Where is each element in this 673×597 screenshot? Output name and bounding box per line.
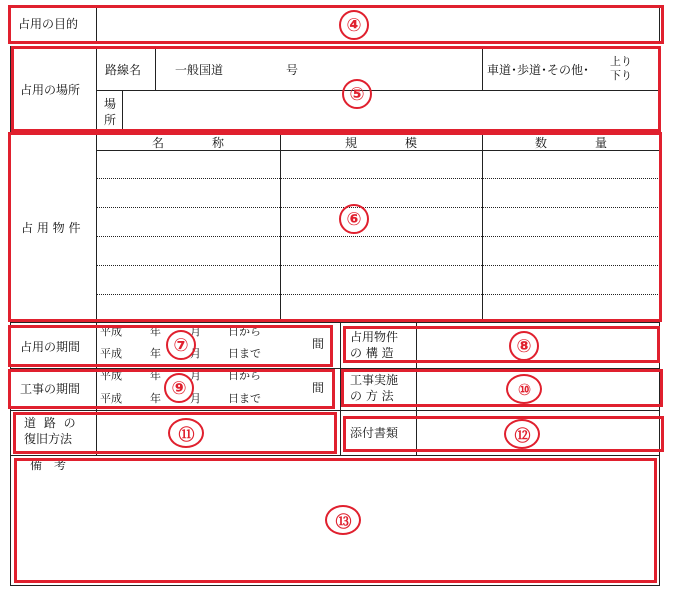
restoration-label-2: 復旧方法	[24, 432, 73, 446]
divider	[10, 455, 660, 456]
road-type-options[interactable]: 車道･歩道･その他･	[487, 63, 590, 77]
route-name-value: 一般国道	[175, 63, 224, 77]
work-period-start-era: 平成	[100, 369, 122, 382]
objects-label: 占 用 物 件	[21, 221, 81, 235]
work-period-start-month: 月	[190, 369, 201, 382]
column-header-name: 名 称	[151, 136, 224, 150]
work-period-duration-label: 間	[312, 381, 325, 395]
annotation-box-objects	[8, 132, 662, 322]
location-label: 占用の場所	[20, 83, 81, 97]
marker-10: ⑩	[506, 374, 542, 404]
structure-label-2: の 構 造	[350, 346, 394, 360]
place-label-1: 場	[104, 97, 117, 111]
work-period-start-year: 年	[150, 369, 161, 382]
marker-9: ⑨	[164, 373, 194, 403]
work-period-start-day: 日から	[228, 369, 261, 382]
column-header-quantity: 数 量	[534, 136, 607, 150]
work-period-end-month: 月	[190, 392, 201, 405]
place-label-2: 所	[104, 113, 117, 127]
period-duration-label: 間	[312, 337, 325, 351]
direction-down-option[interactable]: 下り	[610, 69, 632, 82]
work-method-label-2: の 方 法	[350, 389, 394, 403]
period-end-era: 平成	[100, 347, 122, 360]
work-method-label-1: 工事実施	[350, 373, 399, 387]
period-start-era: 平成	[100, 325, 122, 338]
route-name-label: 路線名	[105, 63, 142, 77]
route-number-suffix: 号	[286, 63, 299, 77]
direction-up-option[interactable]: 上り	[610, 55, 632, 68]
marker-12: ⑫	[504, 419, 540, 449]
work-period-end-era: 平成	[100, 392, 122, 405]
work-period-end-year: 年	[150, 392, 161, 405]
work-period-label: 工事の期間	[20, 382, 81, 396]
marker-6: ⑥	[339, 204, 369, 234]
annotation-box-location	[11, 46, 661, 132]
marker-13: ⑬	[325, 505, 361, 535]
marker-7: ⑦	[166, 330, 196, 360]
period-start-year: 年	[150, 325, 161, 338]
period-end-month: 月	[190, 347, 201, 360]
period-end-year: 年	[150, 347, 161, 360]
annotation-box-purpose	[8, 5, 664, 44]
column-header-scale: 規 模	[344, 136, 417, 150]
marker-4: ④	[339, 10, 369, 40]
structure-label-1: 占用物件	[350, 330, 399, 344]
marker-8: ⑧	[509, 331, 539, 361]
purpose-label: 占用の目的	[18, 17, 79, 31]
work-period-end-day: 日まで	[228, 392, 261, 405]
period-end-day: 日まで	[228, 347, 261, 360]
period-start-month: 月	[190, 325, 201, 338]
marker-11: ⑪	[168, 418, 204, 448]
remarks-label: 備 考	[30, 458, 67, 472]
period-start-day: 日から	[228, 325, 261, 338]
annotation-box-work-method	[341, 369, 663, 407]
period-label: 占用の期間	[20, 340, 81, 354]
attachments-label: 添付書類	[350, 426, 399, 440]
restoration-label-1: 道 路 の	[24, 416, 78, 430]
annotation-box-structure	[343, 326, 660, 363]
marker-5: ⑤	[342, 79, 372, 109]
